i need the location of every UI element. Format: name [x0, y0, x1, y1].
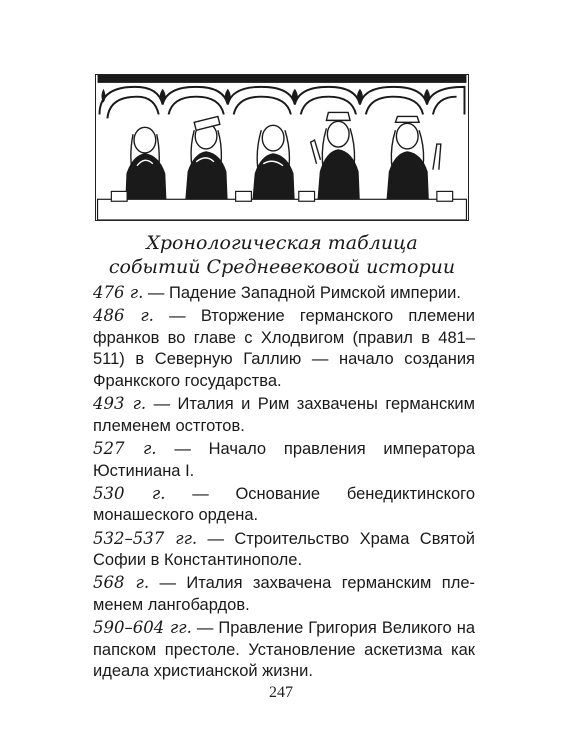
- entry-text: — Италия захвачена германским племенем лангобардов.: [93, 574, 475, 614]
- chronology-list: [93, 282, 475, 683]
- entry-text: — Основание бенедиктинского монашеского ордена.: [93, 484, 475, 525]
- entry-date: 486 г.: [93, 306, 154, 326]
- table-title-line-1: Хронологическая таблица: [146, 232, 418, 254]
- table-title-line-2: событий Средневековой истории: [108, 256, 456, 278]
- entry-text: — Начало правления императора Юстиниана I.: [93, 439, 475, 480]
- chronology-entry: [93, 305, 475, 392]
- entry-date: 527 г.: [93, 438, 157, 458]
- entry-date: 568 г.: [93, 573, 150, 593]
- chronology-entry: [93, 528, 475, 572]
- chronology-entry: [93, 393, 475, 437]
- entry-date: 530 г.: [93, 483, 166, 503]
- chronology-entry: [93, 438, 475, 482]
- chronology-entry: [93, 282, 475, 305]
- entry-date: 532–537 гг.: [93, 528, 198, 548]
- entry-date: 476 г.: [93, 283, 144, 302]
- entry-date: 493 г.: [93, 394, 147, 414]
- entry-date: 590–604 гг.: [93, 618, 192, 638]
- medieval-women-illustration: [95, 74, 469, 221]
- entry-text: — Вторжение германского племени франков во главе с Хлодвигом (правил в 481–511) в Северную Галлию — начало создания Франкского государства.: [93, 307, 475, 390]
- page-number: 247: [269, 684, 293, 701]
- chronology-entry: [93, 572, 475, 616]
- chronology-entry: [93, 617, 475, 683]
- entry-text: — Падение Западной Римской империи.: [143, 284, 461, 302]
- chronology-entry: [93, 483, 475, 527]
- entry-text: — Правление Григория Великого на папском престоле. Установление аскетизма как идеала христианской жизни.: [93, 619, 475, 681]
- entry-text: — Строительство Храма Святой Софии в Константинополе.: [93, 529, 476, 570]
- entry-text: — Италия и Рим захвачены германским племенем остготов.: [93, 395, 475, 435]
